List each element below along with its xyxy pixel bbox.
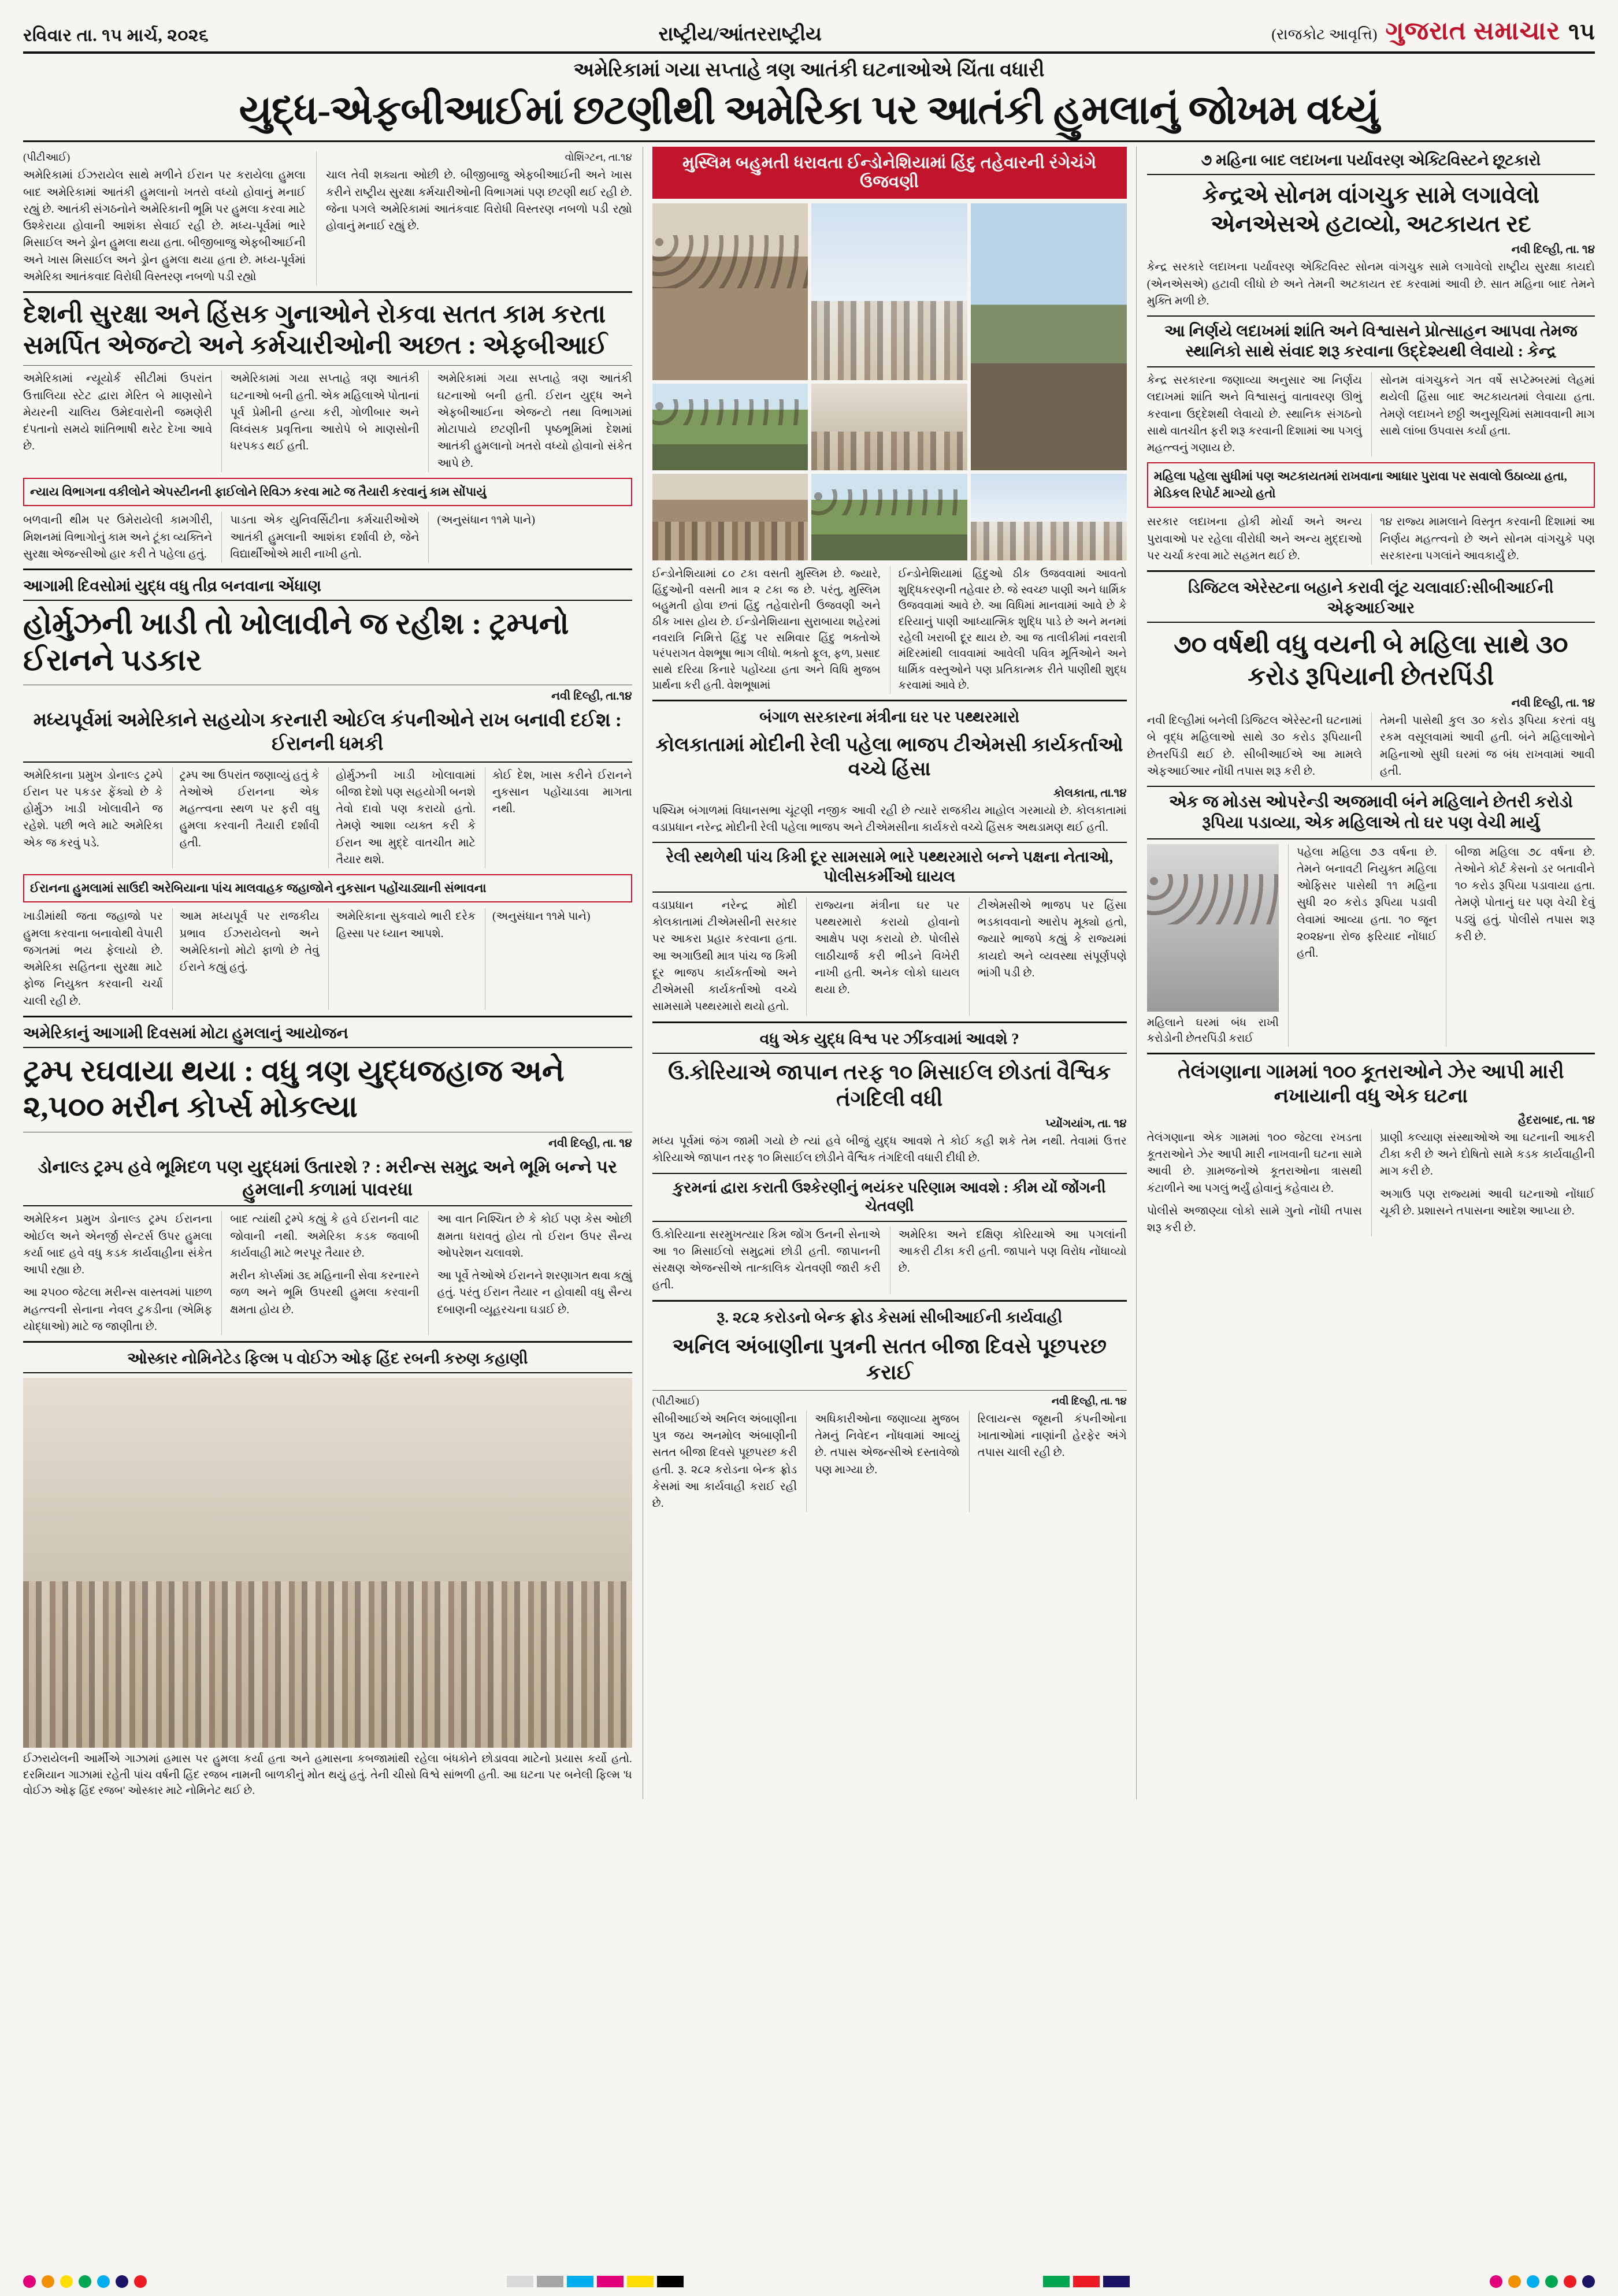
main-content [23,147,1595,1799]
korea-col-2: અમેરિકા અને દક્ષિણ કોરિયાએ આ પગલાંની આકરી ટીકા કરી હતી. જાપાને પણ વિરોધ નોંધાવ્યો છે. [890,1227,1127,1294]
fbi-after-1: બળવાની થીમ પર ઉમેરાયેલી કામગીરી, મિશનમાં વિભાગોનું કામ અને ટૂંકા વ્યક્તિને સુરક્ષા એજન્સીઓ હાર કરી તે પહેલા હતું. [23,514,213,560]
ladakh-after-1: સરકાર લદાખના હોકી મોર્ચા અને અન્ય પુરાવાઓ પર રહેલા વીરોધી અને અન્ય મુદ્દાઓ પર ચર્ચા કરવા માટે સહમત થઈ છે. [1146,516,1362,562]
ladakh-subhead: આ નિર્ણયે લદાખમાં શાંતિ અને વિશ્વાસને પ્રોત્સાહન આપવા તેમજ સ્થાનિકો સાથે સંવાદ શરૂ કરવાના ઉદ્દેશ્યથી લેવાયો : કેન્દ્ર [1147,315,1595,367]
color-bar [1103,2276,1130,2287]
ladakh-col-1: કેન્દ્ર સરકારના જણાવ્યા અનુસાર આ નિર્ણય લદાખમાં શાંતિ અને વિશ્વાસનું વાતાવરણ ઊભું કરવાના ઉદ્દેશથી લેવાયો છે. સ્થાનિક સંગઠનો સાથે વાતચીત ફરી શરૂ કરવાની દિશામાં આ પગલું મહત્ત્વનું ગણાય છે. [1146,374,1362,455]
ambani-headline: અનિલ અંબાણીના પુત્રની સતત બીજા દિવસે પૂછપરછ કરાઈ [672,1334,1107,1384]
marines-dateline: નવી દિલ્હી, તા. ૧૪ [548,1136,632,1150]
footer-dots-left [23,2275,147,2288]
fbi-after-2: પાડતા એક યુનિવર્સિટીના કર્મચારીઓએ આતંકી હુમલાની આશંકા દર્શાવી છે, જેને વિદ્યાર્થીઓએ મારી નાખી હતો. [221,512,419,563]
hormuz-after-2: આમ મધ્યપૂર્વ પર રાજકીય પ્રભાવ ઈઝરાયેલનો અને અમેરિકાનો મોટો ફાળો છે તેવું ઈરાને કહ્યું હતું. [172,908,320,1010]
color-bar [567,2276,593,2287]
oscar-caption: ઈઝરાયેલની આર્મીએ ગાઝામાં હમાસ પર હુમલા કર્યા હતા અને હમાસના કબજામાંથી રહેલા બંધકોને છોડાવવા માટેનો પ્રયાસ કર્યો હતો. દરમિયાન ગાઝામાં રહેતી પાંચ વર્ષની હિંદ રજબ નામની બાળકીનું મોત થયું હતું. તેની ચીસો વિશ્વે સાંભળી હતી. આ ઘટના પર બનેલી ફિલ્મ 'ધ વોઈઝ ઓફ હિંદ રજબ' ઓસ્કાર માટે નોમિનેટ થઈ છે. [23,1753,632,1797]
masthead-brand [1271,16,1595,46]
fbi-after-3: (અનુસંધાન ૧૧મે પાને) [428,512,632,563]
collage-photo-4 [652,384,808,470]
fraud-col-1: નવી દિલ્હીમાં બનેલી ડિજિટલ એરેસ્ટની ઘટનામાં બે વૃદ્ધ મહિલાઓ સાથે ૩૦ કરોડ રૂપિયાની છેતરપિંડી થઈ છે. સીબીઆઈએ આ મામલે એફઆઈઆર નોંધી તપાસ શરૂ કરી છે. [1146,715,1362,778]
telangana-col-2b: અગાઉ પણ રાજ્યમાં આવી ઘટનાઓ નોંધાઈ ચૂકી છે. પ્રશાસને તપાસના આદેશ આપ્યા છે. [1379,1188,1595,1217]
fraud-body-col-2: બીજા મહિલા ૭૮ વર્ષના છે. તેઓને કોર્ટ કેસનો ડર બતાવીને ૧૦ કરોડ રૂપિયા પડાવાયા હતા. તેમણે પોતાનું ઘર પણ વેચી દેવું પડ્યું હતું. પોલીસે તપાસ શરૂ કરી છે. [1446,844,1595,1047]
masthead-section: રાષ્ટ્રીય/આંતરરાષ્ટ્રીય [658,24,822,45]
color-bar [1073,2276,1100,2287]
masthead [23,16,1595,54]
indonesia-caption-left: ઈન્ડોનેશિયામાં ૮૦ ટકા વસતી મુસ્લિમ છે. જ્યારે, હિંદુઓની વસતી માત્ર ૨ ટકા જ છે. પરંતુ, મુસ્લિમ બહુમતી હોવા છતાં હિંદુ તહેવારોની ઉજવણી અને ઠીક ખાસ હોય છે. ઈન્ડોનેશિયાના સુરાબાયા શહેરમાં નવરાત્રિ નિમિત્તે હિંદુ પર સમિવાર હિંદુ ભક્તોએ પરંપરાગત વેશભૂષા ભાગ લીધો. ભક્તો ફૂલ, ફળ, પ્રસાદ સાથે દરિયા કિનારે પહોંચ્યા હતા અને વિધિ મુજબ પ્રાર્થના કરી હતી. વેશભૂષામાં [652,568,881,692]
indonesia-redbar: મુસ્લિમ બહુમતી ધરાવતા ઈન્ડોનેશિયામાં હિંદુ તહેવારની રંગેચંગે ઉજવણી [652,147,1127,199]
hormuz-col-2: ટ્રમ્પ આ ઉપરાંત જણાવ્યું હતું કે તેઓએ ઈરાનના એક મહત્ત્વના સ્થળ પર ફરી વધુ હુમલા કરવાની તૈયારી દર્શાવી હતી. [172,767,320,869]
hormuz-after-3: અમેરિકાના સુકવાયે ભારી દરેક હિસ્સા પર ધ્યાન આપશે. [328,908,476,1010]
fraud-dateline: નવી દિલ્હી, તા. ૧૪ [1511,697,1595,710]
indonesia-caption-right: ઈન્ડોનેશિયામાં હિંદુઓ ઠીક ઉજવવામાં આવતો શુદ્ધિકરણની તહેવાર છે. જે સ્વચ્છ પાણી અને ધાર્મિક ઉજવવામાં આવે છે. આ વિધિમાં માનવામાં આવે છે કે દરિયાનું પાણી આધ્યાત્મિક શુદ્ધિ પાડે છે અને મનમાં રહેલી ખરાબી દૂર થાય છે. આ જ તાલીકીમાં નવરાત્રી મંદિરમાંથી લાવવામાં આવેલી પવિત્ર મૂર્તિઓને અને ધાર્મિક વસ્તુઓને પણ પ્રતિકાત્મક રીતે પાણીથી શુદ્ધ કરવામાં આવે છે. [890,566,1127,693]
masthead-title: ગુજરાત સમાચાર [1385,17,1561,45]
marines-col-1b: આ ૨૫૦૦ જેટલા મરીન્સ વાસ્તવમાં પાછળ મહત્ત્વની સેનાના નેવલ ટુકડીના (એમિફ યોદ્ધાઓ) માટે જ જાણીતા છે. [23,1287,213,1333]
footer-bars [507,2276,684,2287]
marines-col-3b: આ પૂર્વે તેઓએ ઈરાનને શરણાગત થવા કહ્યું હતું. પરંતુ ઈરાન તૈયાર ન હોવાથી વધુ સૈન્ય દબાણની વ્યૂહરચના ઘડાઈ છે. [437,1270,632,1316]
hormuz-dateline: નવી દિલ્હી, તા.૧૪ [551,690,632,703]
hormuz-after-1: ખાડીમાંથી જતા જહાજો પર હુમલા કરવાના બનાવોથી વેપારી જગતમાં ભય ફેલાયો છે. અમેરિકા સહિતના સુરક્ષા માટે ફોજ નિયુક્ત કરવાની ચર્ચા ચાલી રહી છે. [23,911,163,1008]
telangana-col-1b: પોલીસે અજાણ્યા લોકો સામે ગુનો નોંધી તપાસ શરૂ કરી છે. [1146,1205,1362,1235]
hormuz-col-4: કોઈ દેશ, ખાસ કરીને ઈરાનને નુકસાન પહોંચાડવા માગતા નથી. [485,767,632,869]
collage-photo-8 [971,474,1127,560]
collage-photo-1 [652,203,808,380]
marines-kicker: અમેરિકાનું આગામી દિવસમાં મોટા હુમલાનું આયોજન [23,1023,632,1048]
collage-photo-2 [811,203,967,380]
marines-headline: ટ્રમ્પ રઘવાયા થયા : વધુ ત્રણ યુદ્ધજહાજ અને ૨,૫૦૦ મરીન કોર્પ્સ મોકલ્યા [23,1054,565,1124]
oscar-kicker: ઓસ્કાર નોમિનેટેડ ફિલ્મ ૫ વોઈઝ ઓફ હિંદ રબની કરુણ કહાણી [23,1348,632,1373]
color-bar [597,2276,624,2287]
fbi-headline: દેશની સુરક્ષા અને હિંસક ગુનાઓને રોકવા સતત કામ કરતા સમર્પિત એજન્ટો અને કર્મચારીઓની અછત : એફબીઆઈ [23,300,607,359]
color-dot [23,2275,36,2288]
hormuz-col-3: હોર્મુઝની ખાડી ખોલાવામાં બીજા દેશો પણ સહયોગી બનશે તેવો દાવો પણ કરાયો હતો. તેમણે આશા વ્યક્ત કરી કે ઈરાન આ મુદ્દે વાતચીત માટે તૈયાર થશે. [328,767,476,869]
marines-col-2a: બાદ ત્યાંથી ટ્રમ્પે કહ્યું કે હવે ઈરાનની વાટ જોવાની નથી. અમેરિકા કડક જવાબી કાર્યવાહી માટે ભરપૂર તૈયાર છે. [230,1213,420,1260]
lead-headline: યુદ્ધ-એફબીઆઈમાં છટણીથી અમેરિકા પર આતંકી હુમલાનું જોખમ વધ્યું [239,88,1379,133]
fraud-headline: ૭૦ વર્ષથી વધુ વયની બે મહિલા સાથે ૩૦ કરોડ રૂપિયાની છેતરપિંડી [1174,630,1568,691]
bengal-subhead: રેલી સ્થળેથી પાંચ કિમી દૂર સામસામે ભારે પથ્થરમારો બન્ને પક્ષના નેતાઓ, પોલીસકર્મીઓ ઘાયલ [652,842,1127,893]
footer-bars-center [1043,2276,1130,2287]
fbi-col-2: અમેરિકામાં ગયા સપ્તાહે ત્રણ આતંકી ઘટનાઓ બની હતી. એક મહિલાએ પોતાનાં પૂર્વ પ્રેમીની હત્યા કરી, ગોળીબાર અને વિધ્વંસક પ્રવૃત્તિના આરોપે બે માણસોની ધરપકડ થઈ હતી. [221,370,419,472]
ambani-kicker: રૂ. ૨૮૨ કરોડનો બેન્ક ફ્રોડ કેસમાં સીબીઆઈની કાર્યવાહી [717,1308,1063,1326]
fraud-subhead: એક જ મોડસ ઓપરેન્ડી અજમાવી બંને મહિલાને છેતરી કરોડો રૂપિયા પડાવ્યા, એક મહિલાએ તો ઘર પણ વેચી માર્યુ [1147,786,1595,839]
masthead-page-number: ૧૫ [1568,18,1595,44]
bengal-body-1: પશ્ચિમ બંગાળમાં વિધાનસભા ચૂંટણી નજીક આવી રહી છે ત્યારે રાજકીય માહોલ ગરમાયો છે. કોલકાતામાં વડાપ્રધાન નરેન્દ્ર મોદીની રેલી પહેલા ભાજપ અને ટીએમસીના કાર્યકરો વચ્ચે હિંસક અથડામણ થઈ હતી. [652,804,1127,834]
collage-photo-6 [652,474,808,560]
korea-dateline: પ્યોંગયાંગ, તા. ૧૪ [1045,1117,1127,1131]
fraud-kicker: ડિજિટલ એરેસ્ટના બહાને કરાવી લૂંટ ચલાવાઈ:સીબીઆઈની એફઆઈઆર [1147,578,1595,623]
fbi-col-3: અમેરિકામાં ગયા સપ્તાહે ત્રણ આતંકી ઘટનાઓ બની હતી. ઈરાન યુદ્ધ અને એફબીઆઈના એજન્ટો તથા વિભાગમાં મોટાપાયે છટણીની પૃષ્ઠભૂમિમાં દેશમાં આતંકી હુમલાનો ખતરો વધ્યો હોવાનો સંકેત આપે છે. [428,370,632,472]
color-dot [1508,2275,1521,2288]
hormuz-headline: હોર્મુઝની ખાડી તો ખોલાવીને જ રહીશ : ટ્રમ્પનો ઈરાનને પડકાર [23,608,569,677]
color-bar [1043,2276,1070,2287]
color-dot [60,2275,73,2288]
bengal-col-2: રાજ્યના મંત્રીના ઘર પર પથ્થરમારો કરાયો હોવાનો આક્ષેપ પણ કરાયો છે. પોલીસે લાઠીચાર્જ કરી ભીડને વિખેરી નાખી હતી. અનેક લોકો ઘાયલ થયા છે. [806,897,959,1016]
lead-byline-left: (પીટીઆઈ) [23,151,70,164]
collage-photo-5 [811,384,967,470]
color-dot [1582,2275,1595,2288]
footer-dots-right [1490,2275,1595,2288]
color-dot [97,2275,110,2288]
column-left [23,147,632,1799]
bengal-headline: કોલકાતામાં મોદીની રેલી પહેલા ભાજપ ટીએમસી કાર્યકર્તાઓ વચ્ચે હિંસા [655,734,1123,781]
fbi-col-1: અમેરિકામાં ન્યૂયોર્ક સીટીમાં ઉપરાંત ઉત્તાલિયા સ્ટેટ દ્વારા મેરિત બે માણસોને મેયરની ચાલિય ઉમેદવારોની જમણેરી દંપતાનો સમયે શાંતિભાષી થરેટ દેખા આવે છે. [23,373,213,453]
bengal-col-1: વડાપ્રધાન નરેન્દ્ર મોદી કોલકાતામાં ટીએમસીની સરકાર પર આકરા પ્રહાર કરવાના હતા. આ અગાઉથી માત્ર પાંચ જ કિમી દૂર ભાજપ કાર્યકર્તાઓ અને ટીએમસી કાર્યકર્તાઓ વચ્ચે સામસામે પથ્થરમારો થયો હતો. [652,899,797,1013]
ladakh-kicker: ૭ મહિના બાદ લદાખના પર્યાવરણ એક્ટિવિસ્ટને છૂટકારો [1147,150,1595,175]
telangana-col-2a: પ્રાણી કલ્યાણ સંસ્થાઓએ આ ઘટનાની આકરી ટીકા કરી છે અને દોષિતો સામે કડક કાર્યવાહીની માગ કરી છે. [1379,1131,1595,1178]
ladakh-headline: કેન્દ્રએ સોનમ વાંગચુક સામે લગાવેલો એનએસએ હટાવ્યો, અટકાયત રદ [1202,182,1540,237]
oscar-film-photo [23,1378,632,1748]
masthead-edition: (રાજકોટ આવૃત્તિ) [1271,26,1378,43]
telangana-headline: તેલંગણાના ગામમાં ૧૦૦ કૂતરાઓને ઝેર આપી મારી નખાયાની વધુ એક ઘટના [1178,1061,1564,1108]
ambani-dateline: નવી દિલ્હી, તા. ૧૪ [1051,1395,1127,1407]
bengal-kicker: બંગાળ સરકારના મંત્રીના ઘર પર પથ્થરમારો [759,708,1020,726]
telangana-dateline: હૈદરાબાદ, તા. ૧૪ [1517,1113,1595,1127]
footer-registration-marks [23,2275,1595,2288]
marines-col-2b: મરીન કોર્પ્સમાં ૩૬ મહિનાની સેવા કરનારને જળ અને ભૂમિ ઉપરથી હુમલા કરવાની ક્ષમતા હોય છે. [230,1270,420,1316]
color-dot [79,2275,91,2288]
hormuz-highlight-box: ઈરાનના હુમલામાં સાઉદી અરેબિયાના પાંચ માલવાહક જહાજોને નુકસાન પહોંચાડ્યાની સંભાવના [23,874,632,902]
column-right [1147,147,1595,1799]
ambani-col-2: અધિકારીઓના જણાવ્યા મુજબ તેમનું નિવેદન નોંધવામાં આવ્યું છે. તપાસ એજન્સીએ દસ્તાવેજો પણ માગ્યા છે. [806,1411,959,1513]
color-bar [657,2276,684,2287]
marines-col-3a: આ વાત નિશ્ચિત છે કે કોઈ પણ કેસ ઓછી ક્ષમતા ધરાવતું હોય તો ઈરાન ઉપર સૈન્ય ઓપરેશન ચલાવશે. [437,1213,632,1260]
ambani-col-3: રિલાયન્સ જૂથની કંપનીઓના ખાતાઓમાં નાણાંની હેરફેર અંગે તપાસ ચાલી રહી છે. [969,1411,1127,1513]
color-bar [537,2276,563,2287]
color-dot [1564,2275,1576,2288]
ladakh-highlight-box: મહિલા પહેલા સુધીમાં પણ અટકાયતમાં રાખવાના આધાર પુરાવા પર સવાલો ઉઠાવ્યા હતા, મેડિકલ રિપોર્ટ માગ્યો હતો [1147,462,1595,508]
bengal-col-3: ટીએમસીએ ભાજપ પર હિંસા ભડકાવવાનો આરોપ મૂક્યો હતો, જ્યારે ભાજપે કહ્યું કે રાજ્યમાં કાયદો અને વ્યવસ્થા સંપૂર્ણપણે ભાંગી પડી છે. [969,897,1127,1016]
hormuz-col-1: અમેરિકાના પ્રમુખ ડોનાલ્ડ ટ્રમ્પે ઈરાન પર પકડર ફેંક્યો છે કે હોર્મુઝ ખાડી ખોલાવીને જ રહેશે. પછી ભલે માટે અમેરિકા એક જ કરવું પડે. [23,769,163,849]
ambani-byline: (પીટીઆઈ) [652,1395,699,1407]
lead-intro-left: અમેરિકામાં ઈઝરાયેલ સાથે મળીને ઈરાન પર કરાયેલા હુમલા બાદ અમેરિકામાં આતંકી હુમલાનો ખતરો વધ્યો હોવાનું મનાઈ રહ્યું છે. આતંકી સંગઠનોને અમેરિકાની ભૂમિ પર હુમલા કરવા માટે ઉશ્કેરાયા હોવાની આશંકા સેવાઈ રહી છે. મધ્ય-પૂર્વમાં ભારે મિસાઈલ અને ડ્રોન હુમલા થયા હતા. બીજીબાજુ એફબીઆઈની અને ખાસ મિસાઈલ અને ડ્રોન હુમલા થયા હતા છે. મધ્ય-પૂર્વમાં અમેરિકા આતંકવાદ વિરોધી વિસ્તરણ નબળો પડી રહ્યો [23,169,306,283]
color-bar [507,2276,533,2287]
color-dot [116,2275,128,2288]
marines-subhead: ડોનાલ્ડ ટ્રમ્પ હવે ભૂમિદળ પણ યુદ્ધમાં ઉતારશે ? : મરીન્સ સમુદ્ર અને ભૂમિ બન્ને પર હુમલાની કળામાં પાવરધા [23,1156,632,1207]
hormuz-kicker: આગામી દિવસોમાં યુદ્ધ વધુ તીવ્ર બનવાના એંધાણ [23,576,632,601]
marines-col-1a: અમેરિકન પ્રમુખ ડોનાલ્ડ ટ્રમ્પ ઈરાનના ઓઈલ અને એનર્જી સેન્ટર્સ ઉપર હુમલા કર્યા બાદ હવે વધુ કડક કાર્યવાહીના સંકેત આપી રહ્યા છે. [23,1213,213,1277]
color-dot [1545,2275,1558,2288]
korea-col-1: ઉ.કોરિયાના સરમુખત્યાર કિમ જોંગ ઉનની સેનાએ આ ૧૦ મિસાઈલો સમુદ્રમાં છોડી હતી. જાપાનની સંરક્ષણ એજન્સીએ તાત્કાલિક ચેતવણી જારી કરી હતી. [652,1228,881,1292]
fraud-photo-caption: મહિલાને ઘરમાં બંધ રાખી કરોડોની છેતરપિંડી કરાઈ [1146,1016,1279,1045]
collage-photo-7 [811,474,967,560]
telangana-col-1a: તેલંગણાના એક ગામમાં ૧૦૦ જેટલા રખડતા કૂતરાઓને ઝેર આપી મારી નાખવાની ઘટના સામે આવી છે. ગ્રામજનોએ કૂતરાઓના ત્રાસથી કંટાળીને આ પગલું ભર્યું હોવાનું કહેવાય છે. [1146,1131,1362,1195]
hormuz-subhead: મધ્યપૂર્વમાં અમેરિકાને સહયોગ કરનારી ઓઈલ કંપનીઓને રાખ બનાવી દઈશ : ઈરાનની ધમકી [23,709,632,763]
hormuz-after-4: (અનુસંધાન ૧૧મે પાને) [485,908,632,1010]
fraud-body-col-1: પહેલા મહિલા ૭૩ વર્ષના છે. તેમને બનાવટી નિયુક્ત મહિલા ઓફિસર પાસેથી ૧૧ મહિના સુધી ૨૦ કરોડ રૂપિયા પડાવી લેવામાં આવ્યા હતા. ૧૦ જૂન ૨૦૨૪ના રોજ ફરિયાદ નોંધાઈ હતી. [1288,844,1437,1047]
color-bar [627,2276,654,2287]
korea-headline: ઉ.કોરિયાએ જાપાન તરફ ૧૦ મિસાઈલ છોડતાં વૈશ્વિક તંગદિલી વધી [668,1060,1111,1111]
ambani-col-1: સીબીઆઈએ અનિલ અંબાણીના પુત્ર જય અનમોલ અંબાણીની સતત બીજા દિવસે પૂછપરછ કરી હતી. રૂ. ૨૮૨ કરોડના બેન્ક ફ્રોડ કેસમાં આ કાર્યવાહી કરાઈ રહી છે. [652,1413,797,1510]
color-dot [1490,2275,1502,2288]
column-center [643,147,1137,1799]
lead-kicker: અમેરિકામાં ગયા સપ્તાહે ત્રણ આતંકી ઘટનાઓએ ચિંતા વધારી [573,60,1045,81]
fraud-col-2: તેમની પાસેથી કુલ ૩૦ કરોડ રૂપિયા કરતાં વધુ રકમ વસૂલવામાં આવી હતી. બંને મહિલાઓને મહિનાઓ સુધી ઘરમાં જ બંધ રાખવામાં આવી હતી. [1371,712,1595,780]
lead-byline-right: વોશિંગ્ટન, તા.૧૪ [565,151,632,164]
lead-intro-right: ચાલ તેવી શક્યતા ઓછી છે. બીજીબાજુ એફબીઆઈની અને ખાસ કરીને રાષ્ટ્રીય સુરક્ષા કર્મચારીઓની વિભાગમાં પણ છટણી થઈ રહી છે. જેના પગલે અમેરિકામાં આતંકવાદ વિરોધી વિસ્તરણ નબળો પડી રહ્યો હોવાનું મનાઈ રહ્યું છે. [325,169,632,233]
ladakh-body-1: કેન્દ્ર સરકારે લદાખના પર્યાવરણ એક્ટિવિસ્ટ સોનમ વાંગચુક સામે લગાવેલો રાષ્ટ્રીય સુરક્ષા કાયદો (એનએસએ) હટાવી લીધો છે અને તેમની અટકાયત રદ કરવામાં આવી છે. સાત મહિના બાદ તેમને મુક્તિ મળી છે. [1146,261,1595,307]
ladakh-after-2: ૧૪ રાજ્ય મામલાને વિસ્તૃત કરવાની દિશામાં આ નિર્ણય મહત્ત્વનો છે અને સોનમ વાંગચુકે પણ સરકારના પગલાંને આવકાર્યું છે. [1371,514,1595,564]
korea-kicker: વધુ એક યુદ્ધ વિશ્વ પર ઝીંકવામાં આવશે ? [652,1029,1127,1054]
color-dot [1527,2275,1539,2288]
korea-body-1: મધ્ય પૂર્વમાં જંગ જામી ગયો છે ત્યાં હવે બીજું યુદ્ધ આવશે તે કોઈ કહી શકે તેમ નથી. તેવામાં ઉત્તર કોરિયાએ જાપાન તરફ ૧૦ મિસાઈલ છોડીને વૈશ્વિક તંગદિલી વધારી દીધી છે. [652,1135,1127,1165]
masthead-date: રવિવાર તા. ૧૫ માર્ચ, ૨૦૨૬ [23,26,209,45]
color-dot [42,2275,54,2288]
korea-subhead: કુરમનાં દ્વારા કરાતી ઉશ્કેરણીનું ભયંકર પરિણામ આવશે : કીમ યોં જોંગની ચેતવણી [652,1173,1127,1222]
collage-photo-3 [971,203,1127,470]
indonesia-photo-collage [652,203,1127,560]
ladakh-dateline: નવી દિલ્હી, તા. ૧૪ [1511,243,1595,257]
bengal-dateline: કોલકાતા, તા.૧૪ [1053,786,1127,800]
fraud-woman-photo [1147,844,1279,1012]
fbi-highlight-box: ન્યાય વિભાગના વકીલોને એપસ્ટીનની ફાઈલોને રિવિઝ કરવા માટે જ તૈયારી કરવાનું કામ સોંપાયું [23,478,632,506]
color-dot [134,2275,147,2288]
ladakh-col-2: સોનમ વાંગચુકને ગત વર્ષે સપ્ટેમ્બરમાં લેહમાં થયેલી હિંસા બાદ અટકાયતમાં લેવાયા હતા. તેમણે લદાખને છઠ્ઠી અનુસૂચિમાં સમાવવાની માગ સાથે લાંબા ઉપવાસ કર્યા હતા. [1371,372,1595,456]
